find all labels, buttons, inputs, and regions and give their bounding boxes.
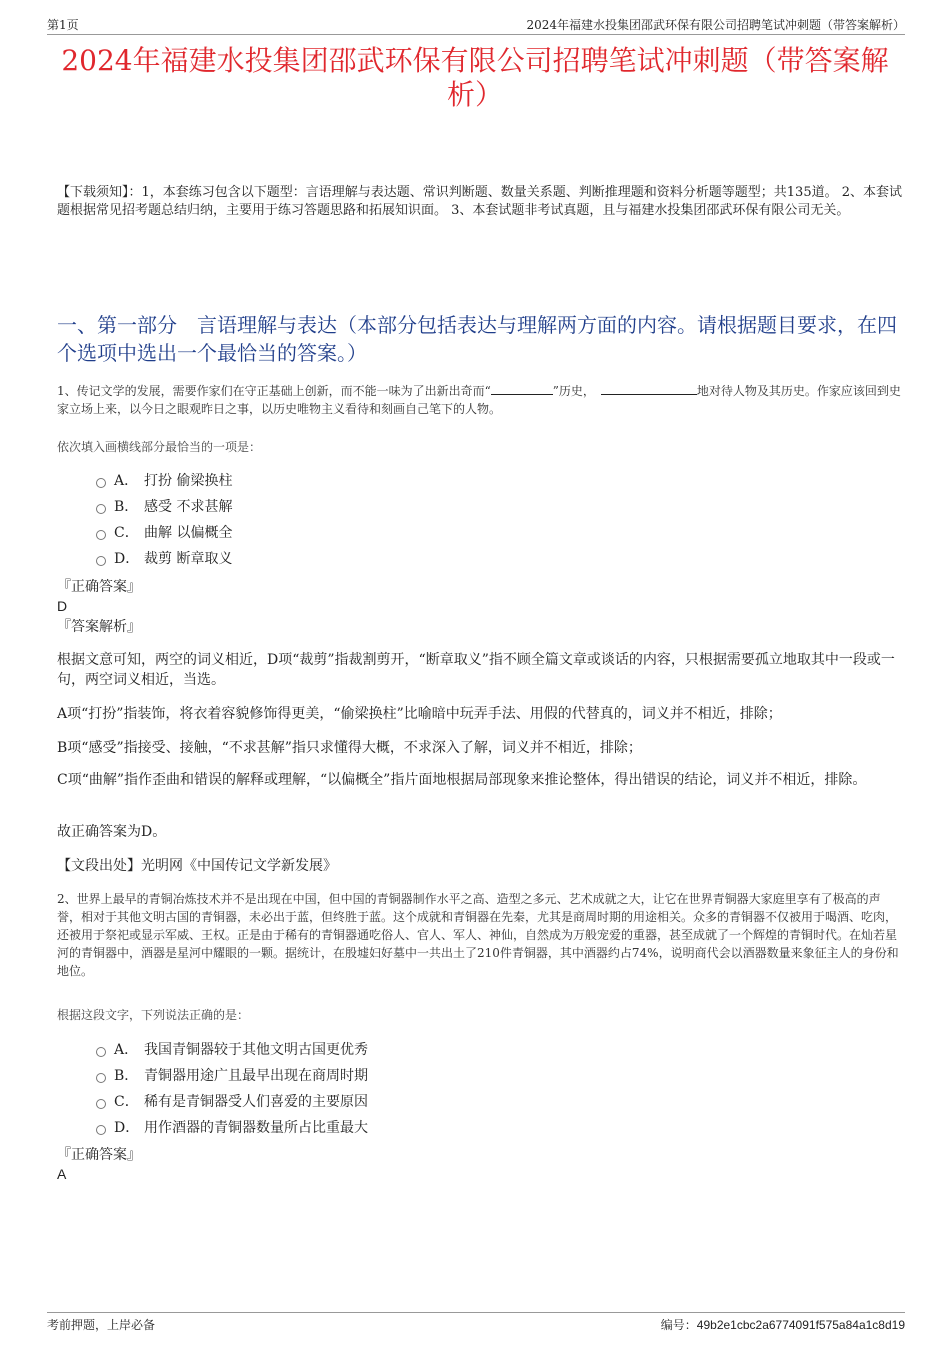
radio-icon[interactable] — [96, 556, 106, 566]
analysis-conclusion: 故正确答案为D。 — [57, 824, 167, 840]
document-title: 2024年福建水投集团邵武环保有限公司招聘笔试冲刺题（带答案解析） — [61, 44, 889, 111]
radio-icon[interactable] — [96, 530, 106, 540]
option-c[interactable]: C． 稀有是青铜器受人们喜爱的主要原因 — [96, 1089, 368, 1115]
document-code: 编号：49b2e1cbc2a6774091f575a84a1c8d19 — [660, 1318, 905, 1332]
header-doc-title: 2024年福建水投集团邵武环保有限公司招聘笔试冲刺题（带答案解析） — [526, 18, 905, 32]
radio-icon[interactable] — [96, 1047, 106, 1057]
correct-answer: A — [57, 1166, 67, 1182]
option-b[interactable]: B． 感受 不求甚解 — [96, 494, 232, 520]
radio-icon[interactable] — [96, 1125, 106, 1135]
passage-source: 【文段出处】光明网《中国传记文学新发展》 — [57, 858, 337, 874]
blank-1 — [491, 382, 553, 395]
analysis-paragraph: 根据文意可知，两空的词义相近，D项“裁剪”指裁割剪开，“断章取义”指不顾全篇文章或谈话的内容，只根据需要孤立地取其中一段或一句，两空词义相近，当选。 — [57, 652, 895, 688]
page-number: 第1页 — [47, 18, 79, 32]
question-1-stem — [57, 382, 902, 418]
page-footer — [47, 1312, 905, 1335]
blank-2 — [601, 382, 697, 395]
section-heading: 一、第一部分 言语理解与表达（本部分包括表达与理解两方面的内容。请根据题目要求，在四个选项中选出一个最恰当的答案。） — [57, 313, 897, 365]
option-d[interactable]: D． 裁剪 断章取义 — [96, 546, 232, 572]
analysis-paragraph: A项“打扮”指装饰，将衣着容貌修饰得更美，“偷梁换柱”比喻暗中玩弄手法、用假的代替真的，词义并不相近，排除； — [57, 706, 782, 722]
analysis-paragraph: C项“曲解”指作歪曲和错误的解释或理解，“以偏概全”指片面地根据局部现象来推论整体，得出错误的结论，词义并不相近，排除。 — [57, 772, 867, 788]
question-2-stem: 2、世界上最早的青铜冶炼技术并不是出现在中国，但中国的青铜器制作水平之高、造型之多元、艺术成就之大，让它在世界青铜器大家庭里享有了极高的声誉，相对于其他文明古国的青铜器，未必出于蓝，但终胜于蓝。这个成就和青铜器在先秦，尤其是商周时期的用途相关。众多的青铜器不仅被用于喝酒、吃肉，还被用于祭祀或显示军威、王权。正是由于稀有的青铜器通吃俗人、官人、军人、神仙，自然成为万般宠爱的重器，甚至成就了一个辉煌的青铜时代。在灿若星河的青铜器中，酒器是星河中耀眼的一颗。据统计，在殷墟妇好墓中一共出土了210件青铜器，其中酒器约占74%，说明商代会以酒器数量来象征主人的身份和地位。 — [57, 892, 899, 978]
analysis-label: 『答案解析』 — [57, 619, 141, 635]
footer-slogan: 考前押题，上岸必备 — [47, 1318, 156, 1332]
correct-answer-label: 『正确答案』 — [57, 1147, 141, 1163]
option-d[interactable]: D． 用作酒器的青铜器数量所占比重最大 — [96, 1115, 368, 1141]
correct-answer: D — [57, 598, 68, 614]
radio-icon[interactable] — [96, 478, 106, 488]
question-2-prompt: 根据这段文字，下列说法正确的是： — [57, 1008, 250, 1022]
option-c[interactable]: C． 曲解 以偏概全 — [96, 520, 232, 546]
question-1-options — [96, 468, 232, 572]
download-notice: 【下载须知】：1，本套练习包含以下题型：言语理解与表达题、常识判断题、数量关系题、判断推理题和资料分析题等题型；共135道。 2、本套试题根据常见招考题总结归纳，主要用于练习答题思路和拓展知识面。 3、本套试题非考试真题，且与福建水投集团邵武环保有限公司无关。 — [57, 185, 902, 218]
analysis-paragraph: B项“感受”指接受、接触，“不求甚解”指只求懂得大概，不求深入了解，词义并不相近，排除； — [57, 740, 642, 756]
option-a[interactable]: A． 我国青铜器较于其他文明古国更优秀 — [96, 1037, 368, 1063]
page-header — [47, 14, 905, 35]
option-a[interactable]: A． 打扮 偷梁换柱 — [96, 468, 232, 494]
radio-icon[interactable] — [96, 504, 106, 514]
question-1-prompt: 依次填入画横线部分最恰当的一项是： — [57, 440, 262, 454]
radio-icon[interactable] — [96, 1073, 106, 1083]
stem-part-a: 1、传记文学的发展，需要作家们在守正基础上创新，而不能一味为了出新出奇而“ — [57, 384, 491, 398]
correct-answer-label: 『正确答案』 — [57, 579, 141, 595]
stem-part-b: ”历史， — [552, 384, 595, 398]
question-2-options — [96, 1037, 368, 1141]
option-b[interactable]: B． 青铜器用途广且最早出现在商周时期 — [96, 1063, 368, 1089]
radio-icon[interactable] — [96, 1099, 106, 1109]
stem-part-c: 地对待人物及其历史。作家应该回到史家立场上来，以今日之眼观昨日之事，以历史唯物主义看待和刻画自己笔下的人物。 — [57, 384, 901, 416]
